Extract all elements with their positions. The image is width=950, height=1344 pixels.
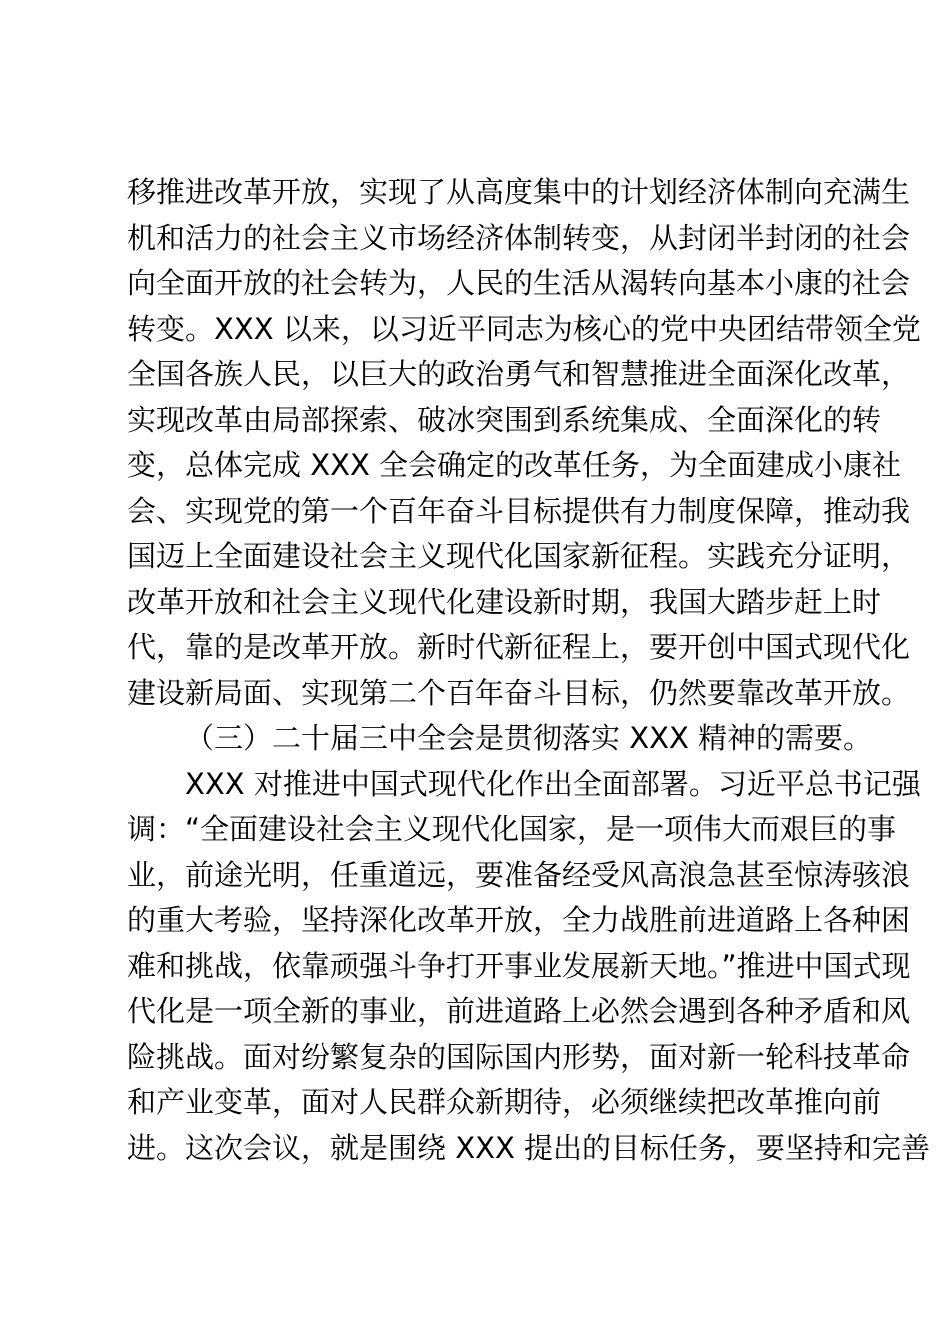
text-line: 实现改革由局部探索、破冰突围到系统集成、全面深化的转 xyxy=(127,402,882,437)
text-line: 向全面开放的社会转为，人民的生活从渴转向基本小康的社会 xyxy=(127,266,911,300)
text-line: 进。这次会议，就是围绕 XXX 提出的目标任务，要坚持和完善 xyxy=(127,1130,931,1165)
paragraph-reform-history xyxy=(127,170,921,716)
text-line: XXX 对推进中国式现代化作出全面部署。习近平总书记强 xyxy=(185,766,921,801)
text-line: 代化是一项全新的事业，前进道路上必然会遇到各种矛盾和风 xyxy=(127,994,911,1028)
text-line: 变，总体完成 XXX 全会确定的改革任务，为全面建成小康社 xyxy=(127,448,902,482)
text-line: 的重大考验，坚持深化改革开放，全力战胜前进道路上各种困 xyxy=(127,903,911,937)
text-line: 险挑战。面对纷繁复杂的国际国内形势，面对新一轮科技革命 xyxy=(127,1039,911,1074)
paragraph-modernization xyxy=(127,762,931,1172)
text-line: 机和活力的社会主义市场经济体制转变，从封闭半封闭的社会 xyxy=(127,220,911,255)
section-heading: （三）二十届三中全会是贯彻落实 XXX 精神的需要。 xyxy=(185,721,873,755)
text-line: 会、实现党的第一个百年奋斗目标提供有力制度保障，推动我 xyxy=(127,493,911,528)
text-line: 和产业变革，面对人民群众新期待，必须继续把改革推向前 xyxy=(127,1085,882,1119)
text-line: 国迈上全面建设社会主义现代化国家新征程。实践充分证明， xyxy=(127,539,911,573)
text-line: 转变。XXX 以来，以习近平同志为核心的党中央团结带领全党 xyxy=(127,311,921,346)
text-line: 代，靠的是改革开放。新时代新征程上，要开创中国式现代化 xyxy=(127,630,911,664)
text-line: 业，前途光明，任重道远，要准备经受风高浪急甚至惊涛骇浪 xyxy=(127,857,911,892)
body-text xyxy=(127,170,931,1171)
text-line: 全国各族人民，以巨大的政治勇气和智慧推进全面深化改革， xyxy=(127,357,911,391)
text-line: 难和挑战，依靠顽强斗争打开事业发展新天地。”推进中国式现 xyxy=(127,948,911,983)
text-line: 改革开放和社会主义现代化建设新时期，我国大踏步赶上时 xyxy=(127,584,882,619)
text-line: 调：“全面建设社会主义现代化国家，是一项伟大而艰巨的事 xyxy=(127,812,897,846)
text-line: 建设新局面、实现第二个百年奋斗目标，仍然要靠改革开放。 xyxy=(127,675,911,710)
text-line: 移推进改革开放，实现了从高度集中的计划经济体制向充满生 xyxy=(127,175,911,209)
